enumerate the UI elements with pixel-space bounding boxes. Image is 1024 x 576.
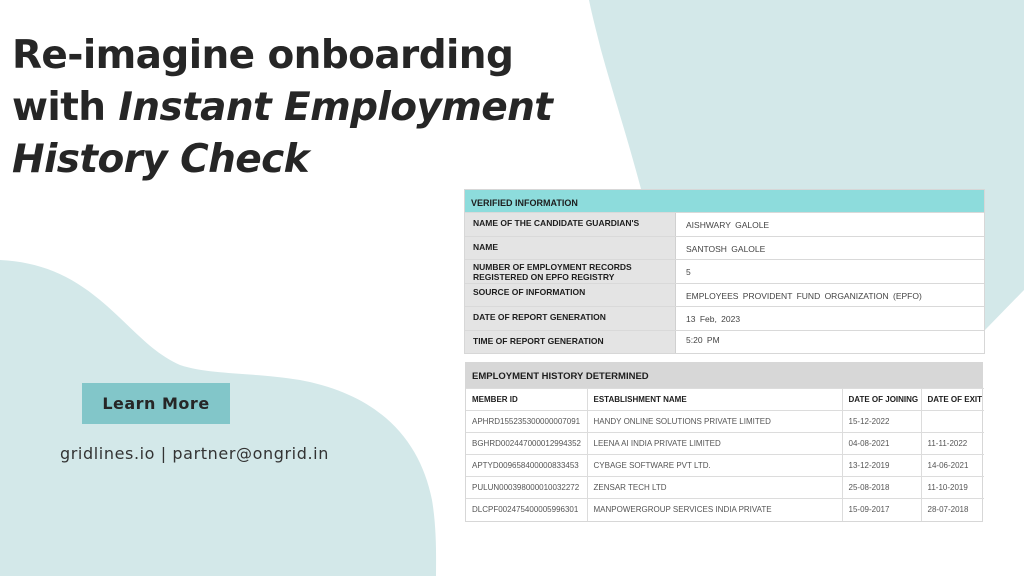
joining-date-cell: 15-09-2017 xyxy=(842,499,921,521)
verified-row-value: EMPLOYEES PROVIDENT FUND ORGANIZATION (EPFO) xyxy=(686,290,922,301)
establishment-cell: LEENA AI INDIA PRIVATE LIMITED xyxy=(587,433,842,455)
exit-date-cell: 11-11-2022 xyxy=(921,433,984,455)
table-row xyxy=(466,499,984,521)
employment-history-table xyxy=(466,388,984,521)
verified-row-label: NAME OF THE CANDIDATE GUARDIAN'S xyxy=(465,213,676,236)
headline-line-3: History Check xyxy=(12,137,309,182)
table-row xyxy=(466,433,984,455)
establishment-cell: CYBAGE SOFTWARE PVT LTD. xyxy=(587,455,842,477)
joining-date-cell: 13-12-2019 xyxy=(842,455,921,477)
contact-info: gridlines.io | partner@ongrid.in xyxy=(60,444,329,463)
exit-date-cell: 14-06-2021 xyxy=(921,455,984,477)
verified-row xyxy=(465,306,984,330)
verified-row-label: SOURCE OF INFORMATION xyxy=(465,284,676,307)
headline-line-1: Re-imagine onboarding xyxy=(12,33,514,78)
verified-row-value: 5:20 PM xyxy=(686,334,720,345)
establishment-cell: HANDY ONLINE SOLUTIONS PRIVATE LIMITED xyxy=(587,411,842,433)
verified-row xyxy=(465,259,984,283)
verified-row xyxy=(465,330,984,354)
verified-row-value: 5 xyxy=(686,267,691,277)
verified-row-value: AISHWARY GALOLE xyxy=(686,220,770,230)
verified-information-title: VERIFIED INFORMATION xyxy=(465,190,984,212)
exit-date-cell: 28-07-2018 xyxy=(921,499,984,521)
member-id-cell: BGHRD002447000012994352 xyxy=(466,433,587,455)
member-id-cell: PULUN000398000010032272 xyxy=(466,477,587,499)
column-header-establishment: ESTABLISHMENT NAME xyxy=(587,389,842,411)
verified-row xyxy=(465,236,984,260)
table-row xyxy=(466,411,984,433)
joining-date-cell: 04-08-2021 xyxy=(842,433,921,455)
joining-date-cell: 15-12-2022 xyxy=(842,411,921,433)
column-header-member-id: MEMBER ID xyxy=(466,389,587,411)
verified-row-label: NAME xyxy=(465,237,676,260)
employment-history-title: EMPLOYMENT HISTORY DETERMINED xyxy=(466,363,982,388)
verified-row xyxy=(465,212,984,236)
column-header-date-of-joining: DATE OF JOINING xyxy=(842,389,921,411)
member-id-cell: APTYD009658400000833453 xyxy=(466,455,587,477)
verified-row xyxy=(465,283,984,307)
verified-row-label: TIME OF REPORT GENERATION xyxy=(465,331,676,354)
member-id-cell: APHRD155235300000007091 xyxy=(466,411,587,433)
verified-row-label: NUMBER OF EMPLOYMENT RECORDS REGISTERED ON EPFO REGISTRY xyxy=(465,260,676,283)
verified-row-label: DATE OF REPORT GENERATION xyxy=(465,307,676,330)
table-row xyxy=(466,455,984,477)
headline-line-2-italic: Instant Employment xyxy=(118,85,553,130)
employment-history-card xyxy=(465,362,983,522)
verified-row-value: SANTOSH GALOLE xyxy=(686,243,766,254)
verified-information-card xyxy=(464,189,985,354)
exit-date-cell xyxy=(921,411,984,433)
learn-more-button[interactable]: Learn More xyxy=(82,383,230,424)
verified-row-value: 13 Feb, 2023 xyxy=(686,314,741,324)
joining-date-cell: 25-08-2018 xyxy=(842,477,921,499)
page-headline xyxy=(12,30,592,186)
establishment-cell: MANPOWERGROUP SERVICES INDIA PRIVATE xyxy=(587,499,842,521)
table-row xyxy=(466,477,984,499)
headline-line-2 xyxy=(12,82,592,134)
exit-date-cell: 11-10-2019 xyxy=(921,477,984,499)
table-header-row xyxy=(466,389,984,411)
establishment-cell: ZENSAR TECH LTD xyxy=(587,477,842,499)
member-id-cell: DLCPF002475400005996301 xyxy=(466,499,587,521)
column-header-date-of-exit: DATE OF EXIT xyxy=(921,389,984,411)
headline-line-2-plain: with xyxy=(12,85,119,130)
